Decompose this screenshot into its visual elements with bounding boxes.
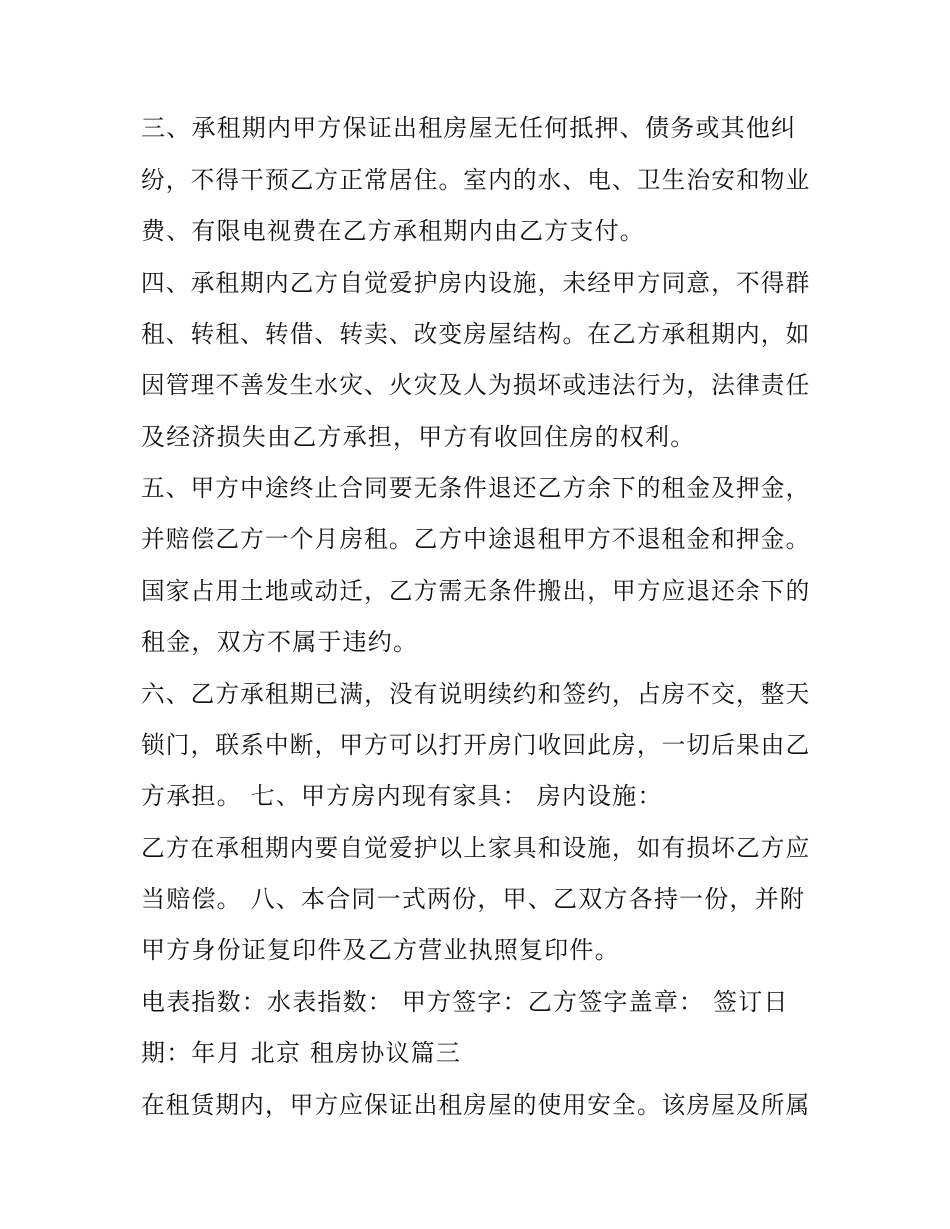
text-line: 锁门，联系中断，甲方可以打开房门收回此房，一切后果由乙 bbox=[141, 731, 811, 759]
text-line: 六、乙方承租期已满，没有说明续约和签约，占房不交，整天 bbox=[141, 680, 811, 708]
text-line: 四、承租期内乙方自觉爱护房内设施，未经甲方同意，不得群 bbox=[141, 269, 811, 297]
text-line: 国家占用土地或动迁，乙方需无条件搬出，甲方应退还余下的 bbox=[141, 577, 811, 605]
text-line: 因管理不善发生水灾、火灾及人为损坏或违法行为，法律责任 bbox=[141, 371, 811, 399]
text-line: 方承担。 七、甲方房内现有家具： 房内设施： bbox=[141, 782, 663, 810]
text-line: 租、转租、转借、转卖、改变房屋结构。在乙方承租期内，如 bbox=[141, 320, 811, 348]
text-line: 五、甲方中途终止合同要无条件退还乙方余下的租金及押金， bbox=[141, 474, 811, 502]
text-line: 甲方身份证复印件及乙方营业执照复印件。 bbox=[141, 936, 620, 964]
text-line: 纷，不得干预乙方正常居住。室内的水、电、卫生治安和物业 bbox=[141, 166, 811, 194]
text-line: 租金，双方不属于违约。 bbox=[141, 628, 419, 656]
text-line: 乙方在承租期内要自觉爱护以上家具和设施，如有损坏乙方应 bbox=[141, 834, 811, 862]
text-line: 并赔偿乙方一个月房租。乙方中途退租甲方不退租金和押金。 bbox=[141, 525, 811, 553]
text-line: 费、有限电视费在乙方承租期内由乙方支付。 bbox=[141, 217, 645, 245]
text-line: 三、承租期内甲方保证出租房屋无任何抵押、债务或其他纠 bbox=[141, 114, 797, 142]
text-line: 电表指数：水表指数： 甲方签字：乙方签字盖章： 签订日 bbox=[141, 988, 789, 1016]
text-line: 及经济损失由乙方承担，甲方有收回住房的权利。 bbox=[141, 423, 696, 451]
text-line: 在租赁期内，甲方应保证出租房屋的使用安全。该房屋及所属 bbox=[141, 1091, 811, 1119]
text-line: 期：年月 北京 租房协议篇三 bbox=[141, 1039, 462, 1067]
text-line: 当赔偿。 八、本合同一式两份，甲、乙双方各持一份，并附 bbox=[141, 885, 806, 913]
